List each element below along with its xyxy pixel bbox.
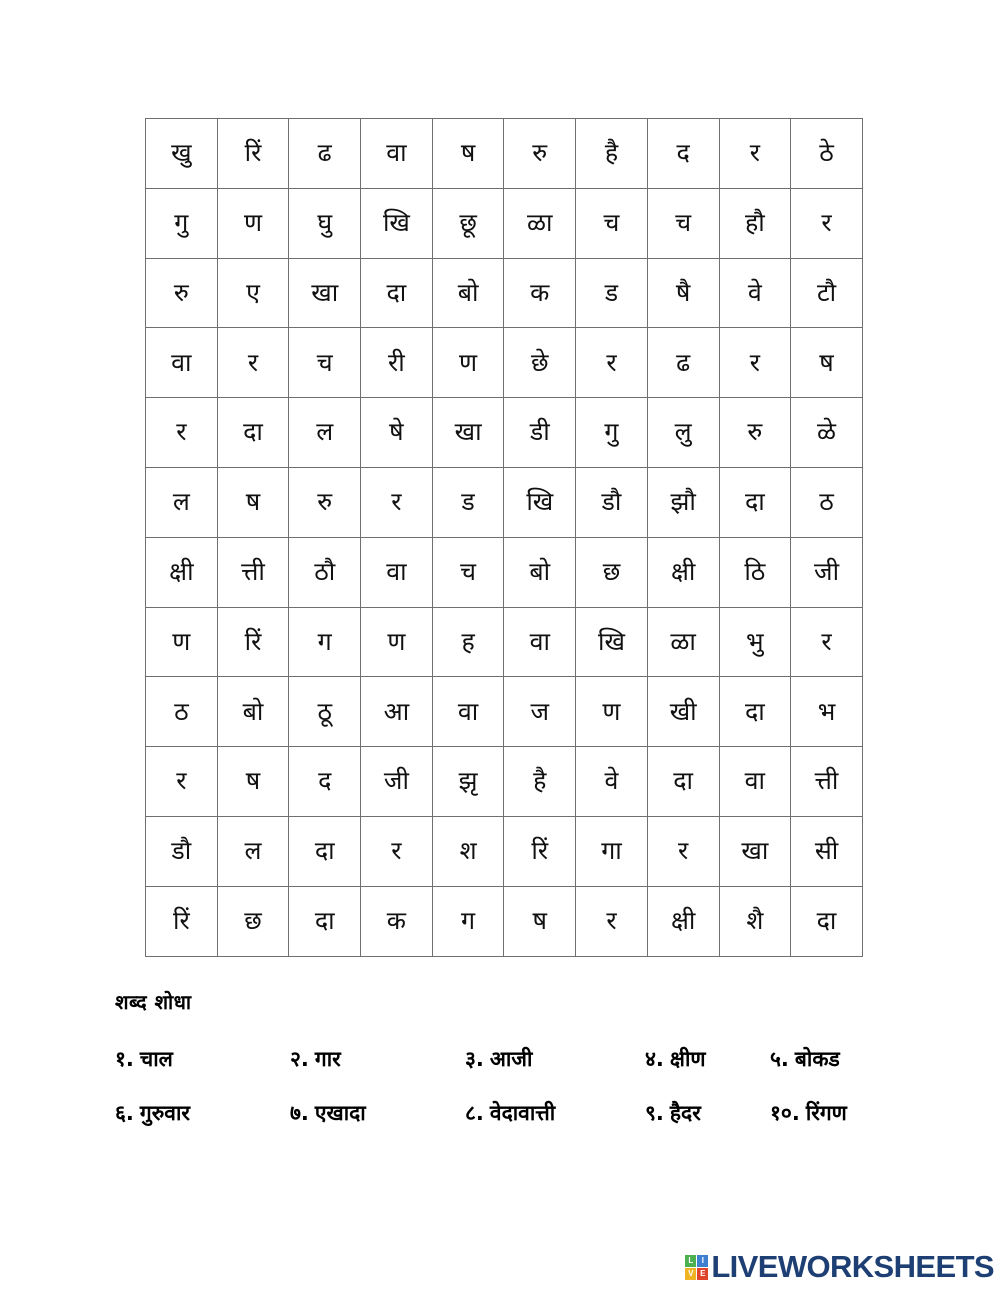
grid-row (146, 537, 863, 607)
grid-cell[interactable]: त्ती (217, 537, 289, 607)
grid-cell[interactable]: ठौ (289, 537, 361, 607)
grid-cell[interactable]: ढ (289, 119, 361, 189)
grid-cell[interactable]: ष (504, 886, 576, 956)
logo-tile-i: I (697, 1255, 708, 1267)
grid-cell[interactable]: जी (791, 537, 863, 607)
grid-cell[interactable]: ढ (647, 328, 719, 398)
word-item-8 (465, 1099, 645, 1127)
grid-cell[interactable]: र (719, 328, 791, 398)
grid-cell[interactable]: खा (719, 816, 791, 886)
grid-cell[interactable]: ड (432, 467, 504, 537)
grid-cell[interactable]: है (576, 119, 648, 189)
logo-tile-v: V (685, 1268, 696, 1280)
grid-cell[interactable]: छे (504, 328, 576, 398)
grid-cell[interactable]: र (719, 119, 791, 189)
word-number-9: ९. (645, 1101, 664, 1125)
grid-cell[interactable]: च (289, 328, 361, 398)
grid-cell[interactable]: दा (217, 398, 289, 468)
grid-cell[interactable]: लु (647, 398, 719, 468)
grid-row (146, 467, 863, 537)
word-number-2: २. (290, 1047, 309, 1071)
grid-cell[interactable]: छू (432, 188, 504, 258)
grid-cell[interactable]: र (217, 328, 289, 398)
word-list-title: शब्द शोधा (115, 990, 192, 1014)
word-number-6: ६. (115, 1101, 134, 1125)
grid-cell[interactable]: भु (719, 607, 791, 677)
grid-cell[interactable]: क्षी (647, 886, 719, 956)
grid-cell[interactable]: ळे (791, 398, 863, 468)
word-number-1: १. (115, 1047, 134, 1071)
grid-cell[interactable]: ग (432, 886, 504, 956)
logo-tile-e: E (697, 1268, 708, 1280)
grid-cell[interactable]: द (289, 747, 361, 817)
word-text-5: बोकड (794, 1047, 840, 1071)
grid-row (146, 886, 863, 956)
grid-cell[interactable]: दा (719, 677, 791, 747)
word-text-3: आजी (489, 1047, 533, 1071)
grid-cell[interactable]: खी (647, 677, 719, 747)
grid-cell[interactable]: रिं (504, 816, 576, 886)
grid-cell[interactable]: ठू (289, 677, 361, 747)
grid-cell[interactable]: ष (217, 747, 289, 817)
grid-cell[interactable]: वा (504, 607, 576, 677)
grid-cell[interactable]: बो (217, 677, 289, 747)
grid-cell[interactable]: घु (289, 188, 361, 258)
grid-row (146, 258, 863, 328)
grid-cell[interactable]: रु (504, 119, 576, 189)
word-search-grid-body (146, 119, 863, 957)
grid-row (146, 816, 863, 886)
grid-cell[interactable]: र (791, 607, 863, 677)
grid-cell[interactable]: खि (361, 188, 433, 258)
word-item-3 (465, 1045, 645, 1073)
grid-row (146, 398, 863, 468)
grid-row (146, 677, 863, 747)
grid-cell[interactable]: डौ (576, 467, 648, 537)
word-text-9: हैदर (669, 1101, 701, 1125)
word-list-section (115, 988, 905, 1153)
grid-cell[interactable]: द (647, 119, 719, 189)
liveworksheets-wordmark: LIVEWORKSHEETS (711, 1249, 994, 1284)
grid-cell[interactable]: श (432, 816, 504, 886)
grid-cell[interactable]: ल (289, 398, 361, 468)
grid-cell[interactable]: ज (504, 677, 576, 747)
grid-cell[interactable]: रिं (217, 119, 289, 189)
grid-cell[interactable]: रु (289, 467, 361, 537)
word-search-grid (145, 118, 863, 957)
grid-cell[interactable]: क्षी (146, 537, 218, 607)
grid-cell[interactable]: ग (289, 607, 361, 677)
grid-cell[interactable]: गु (576, 398, 648, 468)
word-item-9 (645, 1099, 770, 1127)
word-text-6: गुरुवार (139, 1101, 190, 1125)
liveworksheets-logo-icon (685, 1255, 708, 1280)
grid-row (146, 188, 863, 258)
grid-cell[interactable]: झृ (432, 747, 504, 817)
word-number-7: ७. (290, 1101, 309, 1125)
grid-cell[interactable]: ण (146, 607, 218, 677)
grid-cell[interactable]: षे (361, 398, 433, 468)
grid-cell[interactable]: गु (146, 188, 218, 258)
grid-cell[interactable]: ळा (504, 188, 576, 258)
grid-cell[interactable]: रिं (217, 607, 289, 677)
grid-cell[interactable]: दा (289, 816, 361, 886)
grid-cell[interactable]: वा (432, 677, 504, 747)
grid-cell[interactable]: दा (361, 258, 433, 328)
word-text-8: वेदावात्ती (489, 1101, 556, 1125)
grid-cell[interactable]: दा (791, 886, 863, 956)
grid-cell[interactable]: वा (146, 328, 218, 398)
grid-cell[interactable]: च (432, 537, 504, 607)
grid-cell[interactable]: वा (361, 537, 433, 607)
word-item-1 (115, 1045, 290, 1073)
grid-cell[interactable]: खु (146, 119, 218, 189)
grid-cell[interactable]: खा (432, 398, 504, 468)
word-number-3: ३. (465, 1047, 484, 1071)
grid-row (146, 607, 863, 677)
grid-cell[interactable]: ण (361, 607, 433, 677)
grid-cell[interactable]: आ (361, 677, 433, 747)
grid-cell[interactable]: ह (432, 607, 504, 677)
word-item-4 (645, 1045, 770, 1073)
grid-cell[interactable]: ष (791, 328, 863, 398)
grid-cell[interactable]: दा (719, 467, 791, 537)
grid-cell[interactable]: भ (791, 677, 863, 747)
word-item-6 (115, 1099, 290, 1127)
grid-cell[interactable]: दा (289, 886, 361, 956)
grid-cell[interactable]: रिं (146, 886, 218, 956)
grid-cell[interactable]: छ (576, 537, 648, 607)
grid-cell[interactable]: शै (719, 886, 791, 956)
grid-cell[interactable]: खा (289, 258, 361, 328)
grid-row (146, 119, 863, 189)
grid-cell[interactable]: ण (576, 677, 648, 747)
word-number-10: १०. (770, 1101, 800, 1125)
word-number-4: ४. (645, 1047, 664, 1071)
grid-cell[interactable]: ष (217, 467, 289, 537)
grid-cell[interactable]: ठि (719, 537, 791, 607)
grid-cell[interactable]: हौ (719, 188, 791, 258)
grid-cell[interactable]: षै (647, 258, 719, 328)
liveworksheets-logo[interactable] (685, 1249, 994, 1285)
grid-row (146, 747, 863, 817)
grid-cell[interactable]: झौ (647, 467, 719, 537)
grid-cell[interactable]: र (576, 328, 648, 398)
grid-cell[interactable]: खि (504, 467, 576, 537)
grid-cell[interactable]: र (146, 398, 218, 468)
grid-cell[interactable]: बो (504, 537, 576, 607)
grid-cell[interactable]: ल (217, 816, 289, 886)
word-text-1: चाल (139, 1047, 173, 1071)
grid-cell[interactable]: वे (719, 258, 791, 328)
grid-cell[interactable]: दा (647, 747, 719, 817)
word-text-2: गार (314, 1047, 341, 1071)
grid-cell[interactable]: ठ (146, 677, 218, 747)
grid-cell[interactable]: र (647, 816, 719, 886)
grid-cell[interactable]: टौ (791, 258, 863, 328)
grid-cell[interactable]: च (576, 188, 648, 258)
grid-cell[interactable]: क (504, 258, 576, 328)
grid-cell[interactable]: र (791, 188, 863, 258)
grid-cell[interactable]: जी (361, 747, 433, 817)
grid-cell[interactable]: क्षी (647, 537, 719, 607)
word-list-row-2 (115, 1099, 905, 1127)
grid-cell[interactable]: खि (576, 607, 648, 677)
grid-cell[interactable]: रु (146, 258, 218, 328)
grid-cell[interactable]: छ (217, 886, 289, 956)
grid-cell[interactable]: वा (719, 747, 791, 817)
grid-cell[interactable]: क (361, 886, 433, 956)
grid-cell[interactable]: बो (432, 258, 504, 328)
word-item-5 (770, 1045, 840, 1073)
grid-cell[interactable]: र (361, 467, 433, 537)
grid-cell[interactable]: सी (791, 816, 863, 886)
word-item-2 (290, 1045, 465, 1073)
grid-cell[interactable]: वे (576, 747, 648, 817)
grid-cell[interactable]: र (576, 886, 648, 956)
grid-cell[interactable]: डौ (146, 816, 218, 886)
grid-cell[interactable]: ण (432, 328, 504, 398)
grid-cell[interactable]: ण (217, 188, 289, 258)
grid-cell[interactable]: री (361, 328, 433, 398)
grid-cell[interactable]: र (146, 747, 218, 817)
word-text-7: एखादा (314, 1101, 366, 1125)
grid-cell[interactable]: वा (361, 119, 433, 189)
grid-cell[interactable]: डी (504, 398, 576, 468)
logo-tile-l: L (685, 1255, 696, 1267)
word-number-8: ८. (465, 1101, 484, 1125)
grid-cell[interactable]: ळा (647, 607, 719, 677)
grid-row (146, 328, 863, 398)
word-item-10 (770, 1099, 847, 1127)
word-list-row-1 (115, 1045, 905, 1073)
word-number-5: ५. (770, 1047, 789, 1071)
grid-cell[interactable]: र (361, 816, 433, 886)
grid-cell[interactable]: ष (432, 119, 504, 189)
grid-cell[interactable]: च (647, 188, 719, 258)
grid-cell[interactable]: त्ती (791, 747, 863, 817)
grid-cell[interactable]: ड (576, 258, 648, 328)
grid-cell[interactable]: ठ (791, 467, 863, 537)
grid-cell[interactable]: ठे (791, 119, 863, 189)
grid-cell[interactable]: गा (576, 816, 648, 886)
word-item-7 (290, 1099, 465, 1127)
word-text-10: रिंगण (805, 1101, 847, 1125)
word-text-4: क्षीण (669, 1047, 706, 1071)
grid-cell[interactable]: ए (217, 258, 289, 328)
grid-cell[interactable]: ल (146, 467, 218, 537)
grid-cell[interactable]: रु (719, 398, 791, 468)
grid-cell[interactable]: है (504, 747, 576, 817)
